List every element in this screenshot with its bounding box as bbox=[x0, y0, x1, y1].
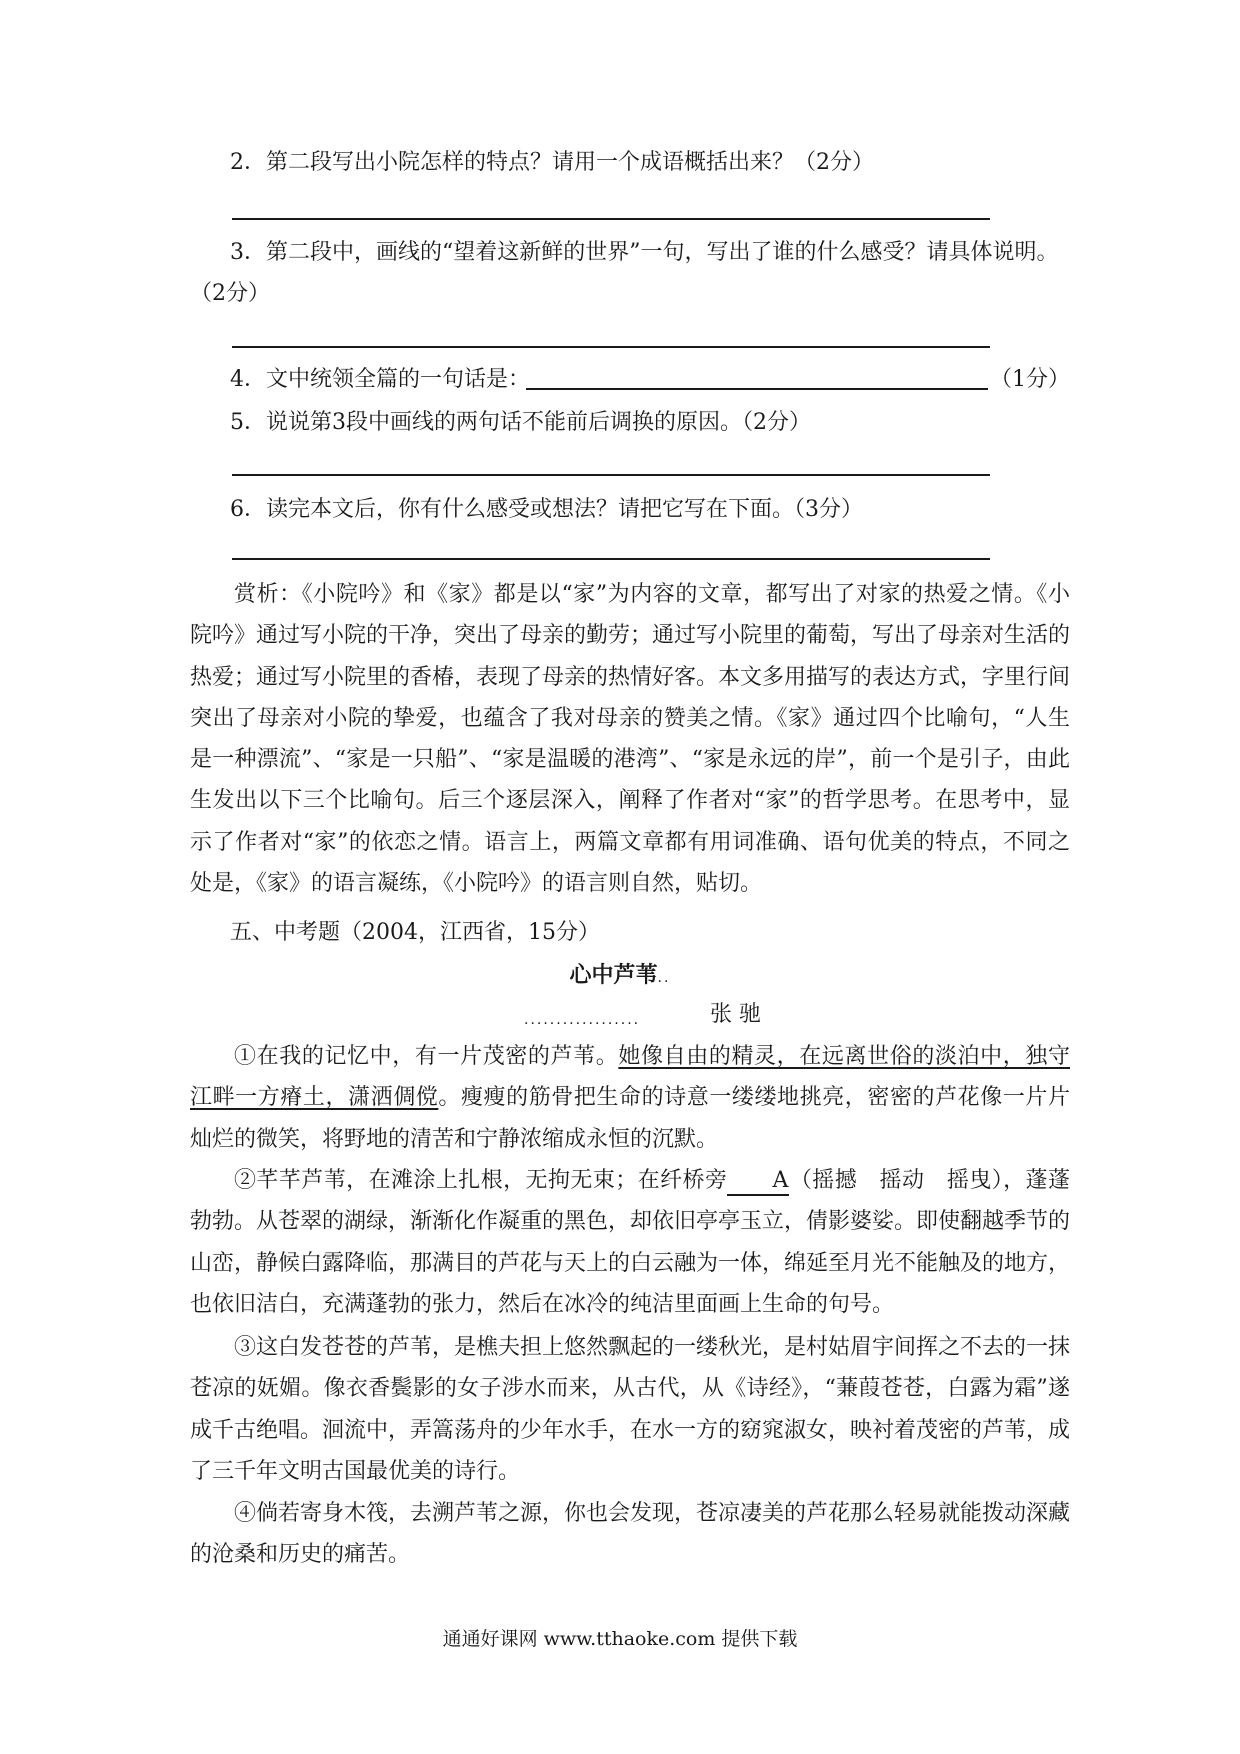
answer-line-q2 bbox=[232, 218, 990, 220]
passage-title-text: 心中芦苇 bbox=[569, 962, 658, 988]
answer-line-q6 bbox=[232, 558, 990, 560]
p1-start: ①在我的记忆中，有一片茂密的芦苇。 bbox=[234, 1044, 619, 1069]
question-3-line1: 3．第二段中，画线的“望着这新鲜的世界”一句，写出了谁的什么感受？请具体说明。 bbox=[230, 240, 1059, 265]
blank-a: A bbox=[727, 1168, 789, 1196]
p2-start: ②芊芊芦苇，在滩涂上扎根，无拘无束；在纤桥旁 bbox=[234, 1168, 728, 1193]
passage-paragraph-3: ③这白发苍苍的芦苇，是樵夫担上悠然飘起的一缕秋光，是村姑眉宇间挥之不去的一抹苍凉的妩媚。像衣香鬓影的女子涉水而来，从古代，从《诗经》，“蒹葭苍苍，白露为霜”遂成千古绝唱。洄流中，弄篙荡舟的少年水手，在水一方的窈窕淑女，映衬着茂密的芦苇，成了三千年文明古国最优美的诗行。 bbox=[190, 1335, 1071, 1484]
page-footer: 通通好课网 www.tthaoke.com 提供下载 bbox=[442, 1628, 798, 1650]
answer-line-q4 bbox=[526, 388, 988, 390]
passage-author: 张 驰 bbox=[710, 1002, 761, 1027]
question-4: 4．文中统领全篇的一句话是： bbox=[230, 367, 530, 392]
question-5: 5．说说第3段中画线的两句话不能前后调换的原因。（2分） bbox=[230, 410, 811, 435]
question-4-score: （1分） bbox=[990, 367, 1070, 392]
p1-underlined-sentence: 她像自由的精灵，在远离世俗的淡泊中，独守江畔一方瘠土，潇洒倜傥 bbox=[190, 1044, 1070, 1111]
question-3-line2: （2分） bbox=[190, 281, 270, 306]
question-6: 6．读完本文后，你有什么感受或想法？请把它写在下面。（3分） bbox=[230, 497, 863, 522]
passage-title bbox=[0, 960, 1240, 990]
question-2: 2．第二段写出小院怎样的特点？请用一个成语概括出来？（2分） bbox=[230, 150, 874, 175]
passage-paragraph-4: ④倘若寄身木筏，去溯芦苇之源，你也会发现，苍凉凄美的芦花那么轻易就能拨动深藏的沧桑和历史的痛苦。 bbox=[190, 1501, 1071, 1568]
answer-line-q5 bbox=[232, 474, 990, 476]
passage-paragraph-1 bbox=[190, 1036, 1070, 1160]
title-dots-decoration: .. bbox=[657, 970, 671, 986]
passage-paragraph-2 bbox=[190, 1160, 1070, 1325]
p2-rest: （摇撼 摇动 摇曳），蓬蓬勃勃。从苍翠的湖绿，渐渐化作凝重的黑色，却依旧亭亭玉立，倩影婆娑。即使翻越季节的山峦，静候白露降临，那满目的芦花与天上的白云融为一体，绵延至月光不能触及的地方，也依旧洁白，充满蓬勃的张力，然后在冰冷的纯洁里面画上生命的句号。 bbox=[190, 1168, 1071, 1317]
analysis-paragraph: 赏析：《小院吟》和《家》都是以“家”为内容的文章，都写出了对家的热爱之情。《小院吟》通过写小院的干净，突出了母亲的勤劳；通过写小院里的葡萄，写出了母亲对生活的热爱；通过写小院里的香椿，表现了母亲的热情好客。本文多用描写的表达方式，字里行间突出了母亲对小院的挚爱，也蕴含了我对母亲的赞美之情。《家》通过四个比喻句，“人生是一种漂流”、“家是一只船”、“家是温暖的港湾”、“家是永远的岸”，前一个是引子，由此生发出以下三个比喻句。后三个逐层深入，阐释了作者对“家”的哲学思考。在思考中，显示了作者对“家”的依恋之情。语言上，两篇文章都有用词准确、语句优美的特点，不同之处是，《家》的语言凝练，《小院吟》的语言则自然，贴切。 bbox=[190, 582, 1071, 897]
p1-rest: 。瘦瘦的筋骨把生命的诗意一缕缕地挑亮，密密的芦花像一片片灿烂的微笑，将野地的清苦和宁静浓缩成永恒的沉默。 bbox=[190, 1085, 1070, 1152]
author-dots-decoration: .................. bbox=[524, 1012, 641, 1028]
answer-line-q3 bbox=[232, 346, 990, 348]
section-heading: 五、中考题（2004，江西省，15分） bbox=[230, 920, 600, 945]
